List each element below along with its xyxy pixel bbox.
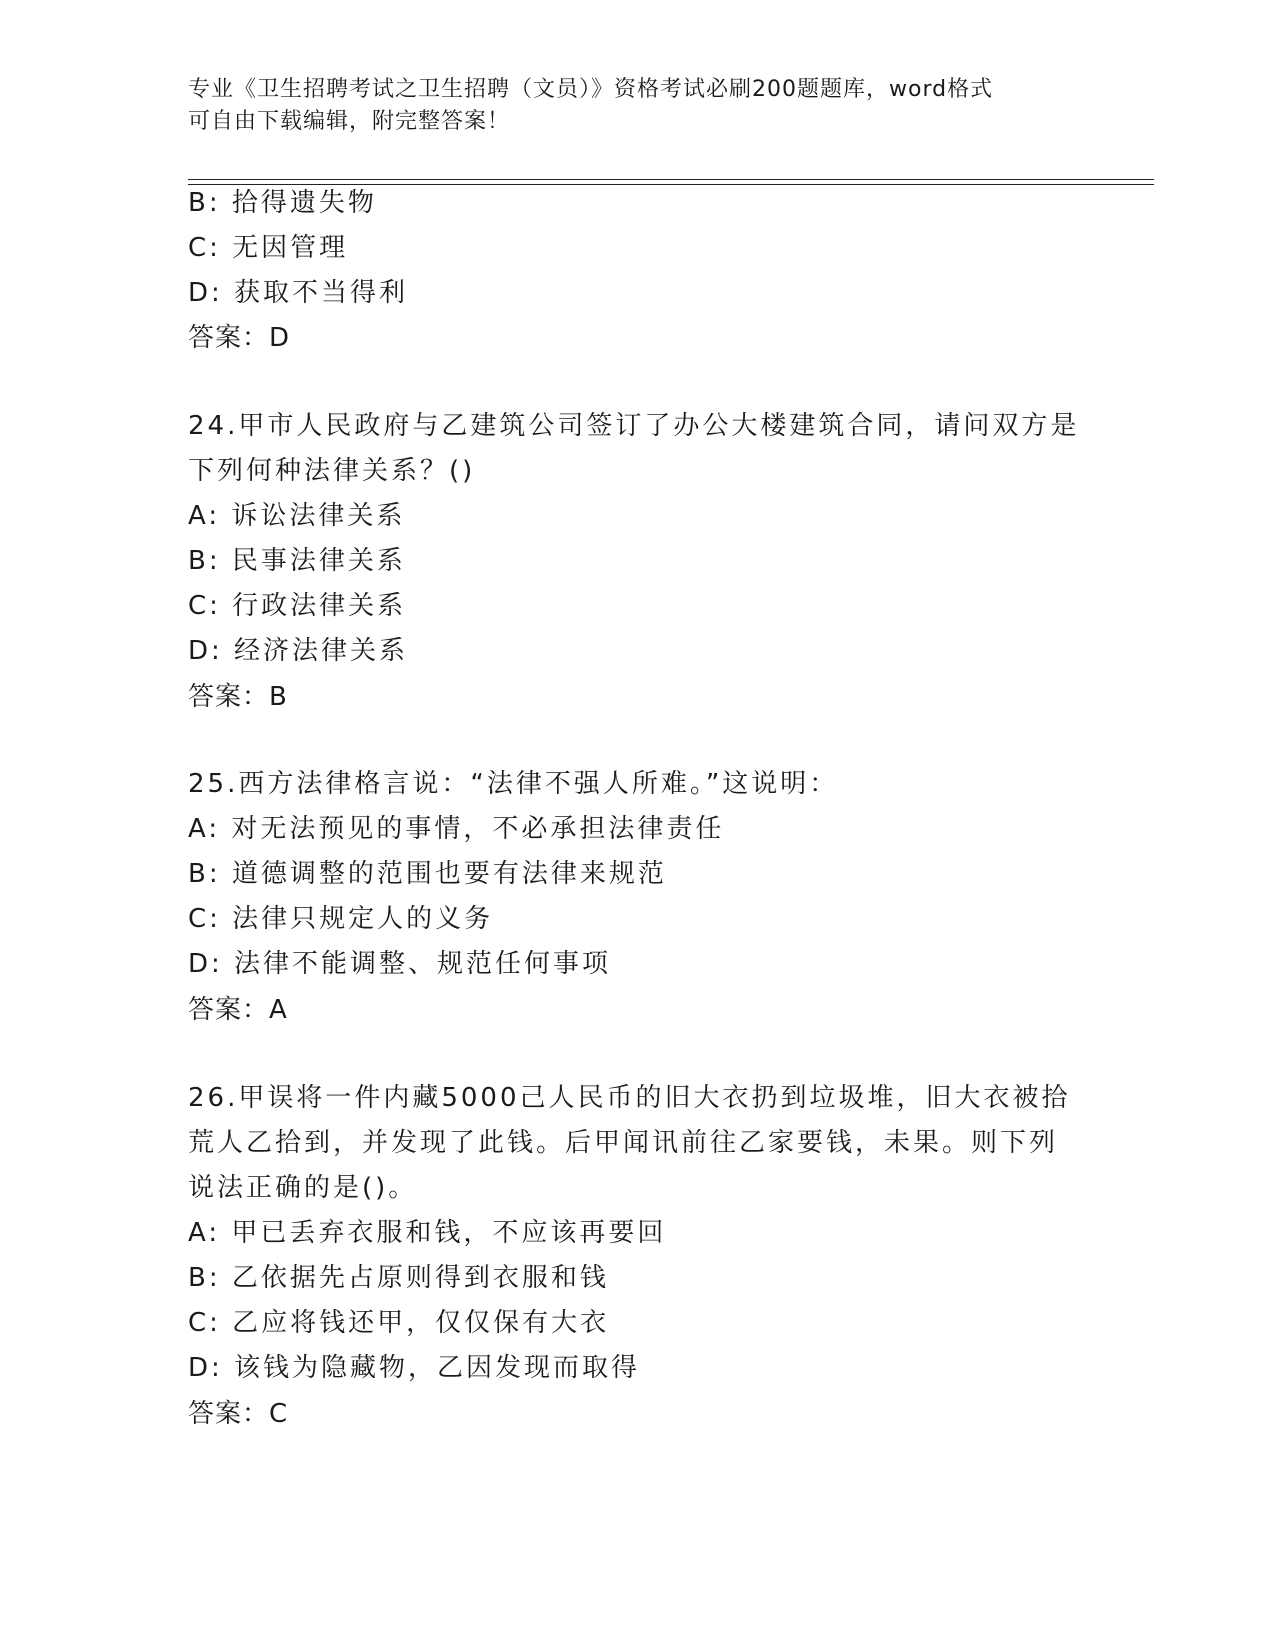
q26-stem-line-1: 26.甲误将一件内藏5000己人民币的旧大衣扔到垃圾堆，旧大衣被拾 <box>188 1083 1071 1113</box>
q24-option-a: A: 诉讼法律关系 <box>188 501 406 531</box>
q25-stem-line-1: 25.西方法律格言说：“法律不强人所难。”这说明： <box>188 769 839 799</box>
q24-answer: 答案：B <box>188 682 288 712</box>
document-header <box>188 74 1088 138</box>
q25-option-a: A: 对无法预见的事情，不必承担法律责任 <box>188 814 725 844</box>
q26-option-d: D: 该钱为隐藏物，乙因发现而取得 <box>188 1353 641 1383</box>
q23-answer: 答案：D <box>188 323 291 353</box>
q23-option-b: B: 拾得遗失物 <box>188 188 377 218</box>
q23-option-d: D: 获取不当得利 <box>188 278 409 308</box>
q24-stem-line-1: 24.甲市人民政府与乙建筑公司签订了办公大楼建筑合同，请问双方是 <box>188 411 1080 441</box>
q25-option-c: C: 法律只规定人的义务 <box>188 904 494 934</box>
header-line-2: 可自由下载编辑，附完整答案！ <box>188 109 511 134</box>
q26-option-c: C: 乙应将钱还甲，仅仅保有大衣 <box>188 1308 610 1338</box>
header-divider-top <box>188 179 1154 180</box>
q24-stem-line-2: 下列何种法律关系？() <box>188 456 476 486</box>
q26-option-b: B: 乙依据先占原则得到衣服和钱 <box>188 1263 609 1293</box>
q26-stem-line-3: 说法正确的是()。 <box>188 1173 418 1203</box>
q26-stem-line-2: 荒人乙拾到，并发现了此钱。后甲闻讯前往乙家要钱，未果。则下列 <box>188 1128 1059 1158</box>
q23-option-c: C: 无因管理 <box>188 233 349 263</box>
q24-option-b: B: 民事法律关系 <box>188 546 406 576</box>
q25-answer: 答案：A <box>188 995 288 1025</box>
q24-option-c: C: 行政法律关系 <box>188 591 407 621</box>
q26-answer: 答案：C <box>188 1399 289 1429</box>
q25-option-b: B: 道德调整的范围也要有法律来规范 <box>188 859 667 889</box>
q24-option-d: D: 经济法律关系 <box>188 636 409 666</box>
header-line-1: 专业《卫生招聘考试之卫生招聘（文员）》资格考试必刷200题题库，word格式 <box>188 77 994 102</box>
q25-option-d: D: 法律不能调整、规范任何事项 <box>188 949 612 979</box>
header-divider-bottom <box>188 184 1154 185</box>
q26-option-a: A: 甲已丢弃衣服和钱，不应该再要回 <box>188 1218 667 1248</box>
